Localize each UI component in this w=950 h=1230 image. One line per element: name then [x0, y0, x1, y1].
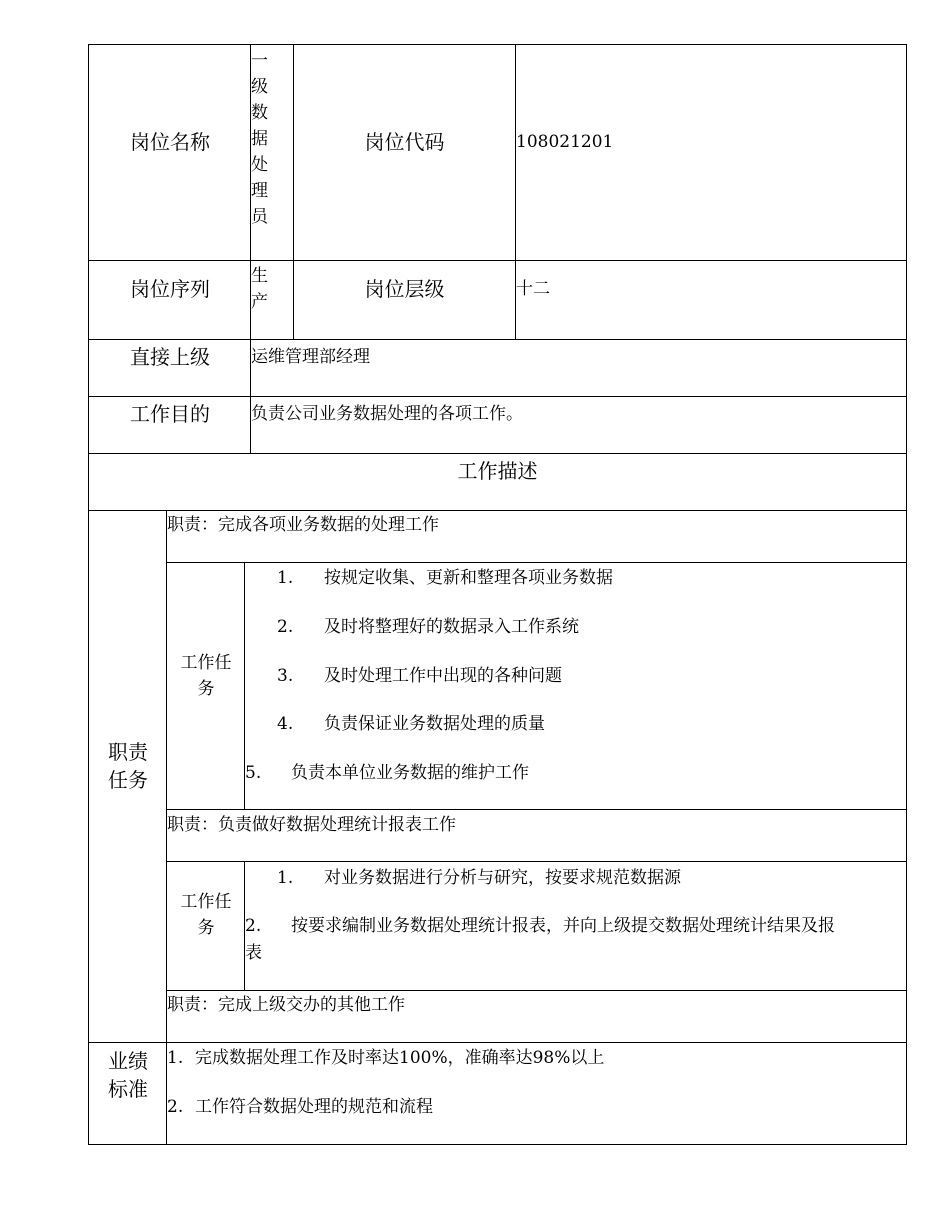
duties-label [90, 738, 166, 794]
post-series-char: 生 [251, 266, 268, 286]
duty-2-task-label-text: 工作任务 [180, 892, 232, 938]
post-name-label: 岗位名称 [130, 130, 210, 154]
row-divider [166, 990, 907, 991]
row-divider [166, 809, 907, 810]
duty-1-task-4: 负责保证业务数据处理的质量 [324, 714, 545, 734]
row-divider [166, 562, 907, 563]
performance-label [90, 1047, 166, 1103]
post-level-label: 岗位层级 [364, 277, 445, 301]
duty-1-title: 职责：完成各项业务数据的处理工作 [167, 515, 439, 535]
post-name-char: 员 [251, 207, 268, 227]
row-divider [166, 861, 907, 862]
duty-1-task-3-num: 3. [277, 666, 294, 686]
performance-1: 完成数据处理工作及时率达100%，准确率达98%以上 [195, 1048, 605, 1068]
duty-1-task-4-num: 4. [277, 714, 294, 734]
post-code-value: 108021201 [516, 132, 614, 152]
purpose-value: 负责公司业务数据处理的各项工作。 [251, 404, 523, 424]
duty-2-task-2-continued: 表 [245, 943, 262, 963]
post-name-char: 数 [251, 103, 268, 123]
post-name-value [251, 48, 273, 230]
duty-2-title: 职责：负责做好数据处理统计报表工作 [167, 815, 456, 835]
post-series-value [251, 263, 273, 315]
row-divider [88, 510, 907, 511]
post-name-char: 处 [251, 155, 268, 175]
performance-2: 工作符合数据处理的规范和流程 [195, 1097, 433, 1117]
row-divider [88, 339, 907, 340]
duty-1-task-2-num: 2. [277, 617, 294, 637]
supervisor-label: 直接上级 [130, 345, 210, 369]
performance-2-num: 2. [167, 1097, 184, 1117]
post-name-char: 理 [251, 181, 268, 201]
post-code-label: 岗位代码 [364, 130, 445, 154]
duty-3-title: 职责：完成上级交办的其他工作 [167, 995, 405, 1015]
duty-2-task-1: 对业务数据进行分析与研究，按要求规范数据源 [324, 868, 681, 888]
duties-label-text: 职责任务 [108, 740, 148, 792]
duty-1-task-label [168, 650, 244, 702]
purpose-label: 工作目的 [130, 402, 210, 426]
section-title: 工作描述 [457, 459, 538, 483]
row-divider [88, 1042, 907, 1043]
row-divider [88, 453, 907, 454]
row-divider [88, 260, 907, 261]
post-series-label: 岗位序列 [130, 277, 210, 301]
duty-1-task-5: 负责本单位业务数据的维护工作 [291, 763, 529, 783]
performance-1-num: 1. [167, 1048, 184, 1068]
post-level-value: 十二 [516, 279, 550, 299]
duty-1-task-5-num: 5. [245, 763, 262, 783]
duty-2-task-label [168, 889, 244, 941]
post-name-char: 级 [251, 77, 268, 97]
duty-1-task-1-num: 1. [277, 568, 294, 588]
performance-label-text: 业绩标准 [108, 1049, 148, 1101]
duty-1-task-1: 按规定收集、更新和整理各项业务数据 [324, 568, 613, 588]
duty-2-task-1-num: 1. [277, 868, 294, 888]
duty-2-task-2-num: 2. [245, 916, 262, 936]
post-name-char: 一 [251, 51, 268, 71]
row-divider [88, 396, 907, 397]
post-series-char: 产 [251, 292, 268, 312]
table-border [88, 44, 907, 1145]
supervisor-value: 运维管理部经理 [251, 347, 370, 367]
post-name-char: 据 [251, 129, 268, 149]
duty-1-task-3: 及时处理工作中出现的各种问题 [324, 666, 562, 686]
duty-1-task-2: 及时将整理好的数据录入工作系统 [324, 617, 579, 637]
duty-2-task-2: 按要求编制业务数据处理统计报表，并向上级提交数据处理统计结果及报 [291, 916, 835, 936]
duty-1-task-label-text: 工作任务 [180, 653, 232, 699]
